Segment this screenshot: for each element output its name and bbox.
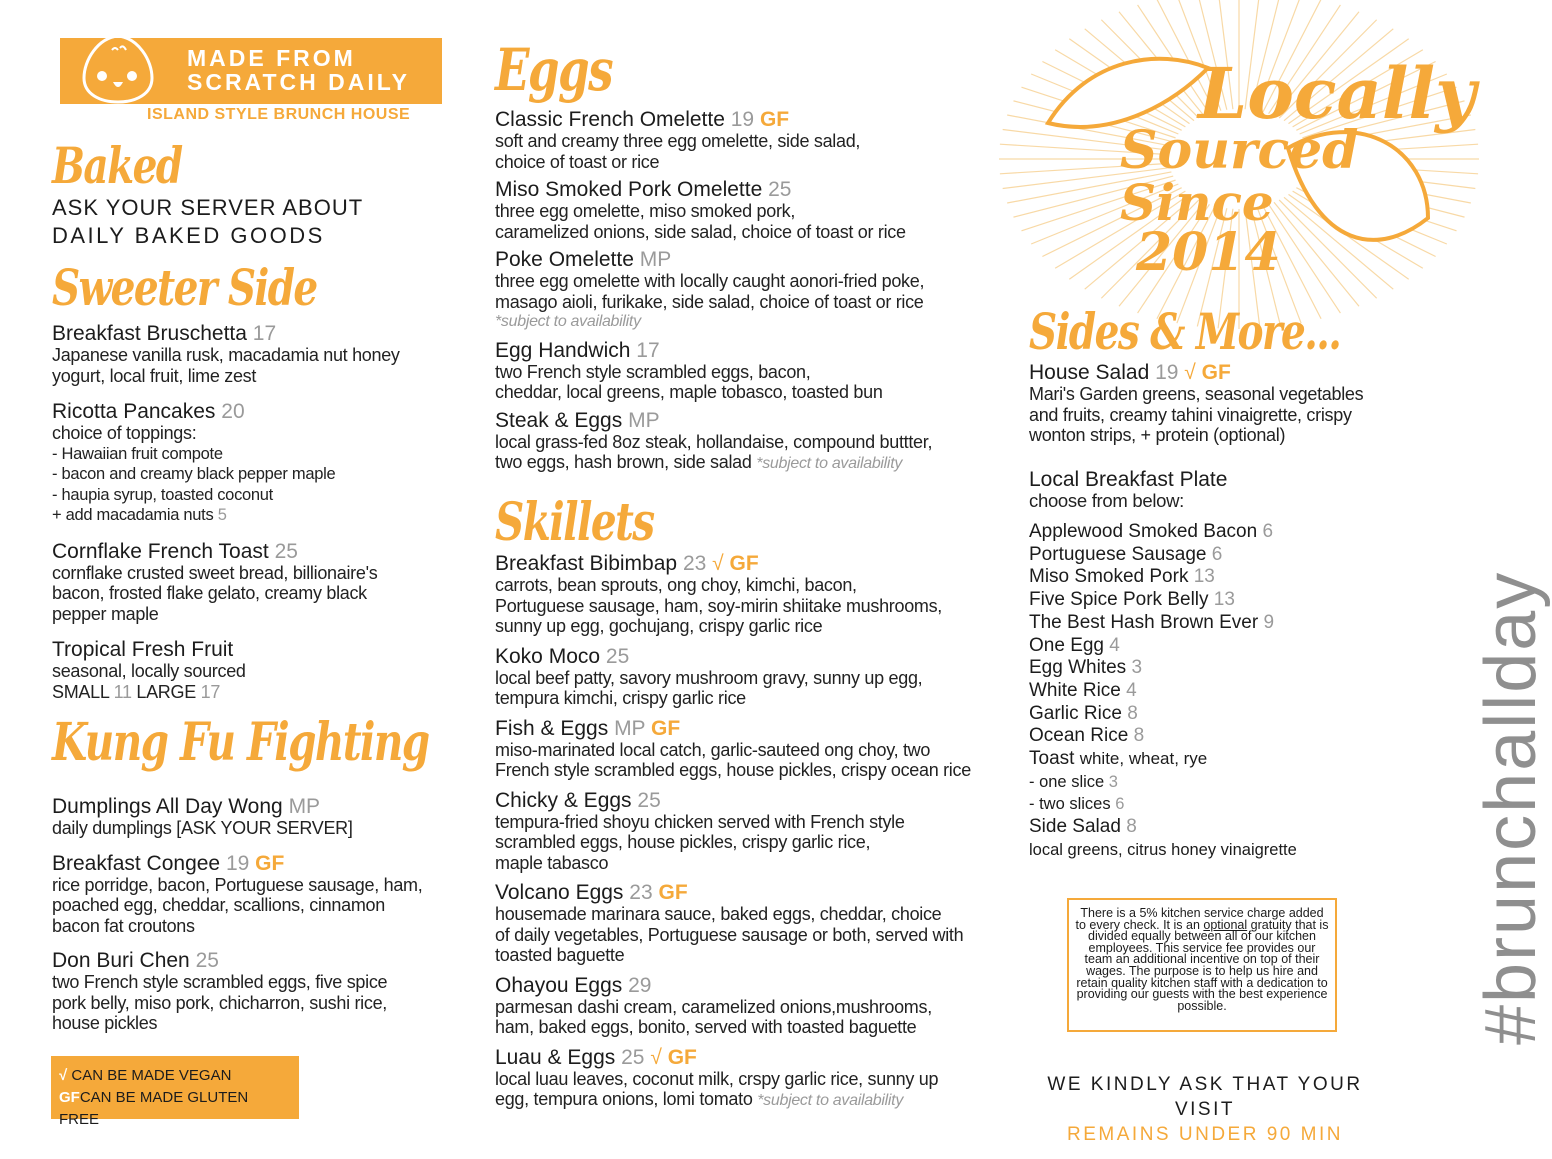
item-header xyxy=(52,541,400,563)
vegan-mark: √ xyxy=(712,552,724,575)
item-name: Breakfast Bibimbap xyxy=(495,552,678,575)
size-price: 17 xyxy=(200,681,221,702)
description-text: carrots, bean sprouts, ong choy, kimchi, bacon, xyxy=(495,575,857,595)
menu-item xyxy=(495,790,971,874)
logo-headline xyxy=(187,46,410,94)
side-price: 8 xyxy=(1127,702,1138,724)
item-description xyxy=(495,292,932,313)
menu-item xyxy=(495,340,932,403)
vegan-mark: √ xyxy=(1184,361,1196,384)
description-text: tempura-fried shoyu chicken served with French style xyxy=(495,811,905,832)
item-description xyxy=(495,131,932,152)
item-description xyxy=(495,832,971,853)
item-description xyxy=(495,452,932,475)
item-description xyxy=(1029,425,1363,446)
menu-item xyxy=(52,401,400,526)
item-name: Ricotta Pancakes xyxy=(52,400,216,423)
side-item xyxy=(1029,771,1297,794)
dumpling-mascot-icon xyxy=(78,30,158,106)
side-item xyxy=(1029,748,1297,771)
description-text: bacon fat croutons xyxy=(52,915,195,936)
item-header xyxy=(495,646,971,668)
item-name: Koko Moco xyxy=(495,644,601,668)
item-header xyxy=(495,1047,971,1069)
baked-note-line: ASK YOUR SERVER ABOUT xyxy=(52,195,364,220)
skillets-heading: Skillets xyxy=(495,492,654,553)
description-text: house pickles xyxy=(52,1013,158,1033)
menu-item xyxy=(495,109,932,172)
description-text: maple tabasco xyxy=(495,852,609,873)
topping-option xyxy=(52,464,400,485)
item-description xyxy=(495,668,971,689)
baked-heading: Baked xyxy=(52,136,182,195)
availability-note: *subject to availability xyxy=(495,313,641,330)
description-text: cornflake crusted sweet bread, billionaire's xyxy=(52,562,378,583)
item-price: 20 xyxy=(221,400,245,423)
item-price: 17 xyxy=(252,322,277,345)
item-price: 25 xyxy=(195,949,219,972)
eggs-heading: Eggs xyxy=(495,36,612,104)
menu-item xyxy=(495,249,932,333)
item-name: Cornflake French Toast xyxy=(52,539,269,563)
description-text: daily dumplings [ASK YOUR SERVER] xyxy=(52,818,353,838)
item-description xyxy=(495,1069,971,1090)
side-item xyxy=(1029,544,1297,567)
menu-item xyxy=(495,646,971,709)
item-description xyxy=(495,1089,971,1112)
side-price: 8 xyxy=(1126,816,1137,838)
item-header xyxy=(52,323,400,345)
description-text: ham, baked eggs, bonito, served with toasted baguette xyxy=(495,1017,917,1037)
description-text: Japanese vanilla rusk, macadamia nut honey xyxy=(52,345,400,365)
badge-since: Since xyxy=(1120,173,1274,232)
item-description xyxy=(495,382,932,403)
item-name: House Salad xyxy=(1029,361,1150,384)
description-text: three egg omelette with locally caught aonori-fried poke, xyxy=(495,271,925,291)
description-text: poached egg, cheddar, scallions, cinnamon xyxy=(52,895,385,915)
logo-tagline: ISLAND STYLE BRUNCH HOUSE xyxy=(147,106,411,123)
item-description xyxy=(1029,384,1363,405)
item-description: choose from below: xyxy=(1029,490,1185,511)
description-text: tempura kimchi, crispy garlic rice xyxy=(495,688,746,708)
item-name: Local Breakfast Plate xyxy=(1029,468,1228,491)
item-header xyxy=(495,975,971,997)
side-price: 13 xyxy=(1213,589,1235,611)
size-options xyxy=(52,682,400,703)
gluten-free-tag: GF xyxy=(658,881,688,904)
side-name: Garlic Rice xyxy=(1029,702,1122,724)
description-text: pepper maple xyxy=(52,603,159,624)
sweeter-side-heading: Sweeter Side xyxy=(52,258,317,317)
item-name: Egg Handwich xyxy=(495,338,631,362)
description-text: two French style scrambled eggs, five spice xyxy=(52,972,388,992)
item-description xyxy=(495,271,932,292)
item-description xyxy=(1029,405,1363,426)
item-description xyxy=(52,916,422,937)
item-header xyxy=(495,410,932,432)
topping-option xyxy=(52,505,400,526)
menu-item xyxy=(495,1047,971,1112)
item-header xyxy=(495,553,971,575)
side-options: white, wheat, rye xyxy=(1079,749,1208,769)
menu-item xyxy=(495,718,971,781)
description-text: local grass-fed 8oz steak, hollandaise, compound buttter, xyxy=(495,431,933,452)
house-salad-block xyxy=(1029,362,1363,466)
description-text: two French style scrambled eggs, bacon, xyxy=(495,361,811,382)
item-price: 17 xyxy=(636,338,660,362)
side-item xyxy=(1029,635,1297,658)
description-text: seasonal, locally sourced xyxy=(52,661,246,681)
item-header xyxy=(52,950,422,972)
item-header xyxy=(52,639,400,661)
item-name: Breakfast Bruschetta xyxy=(52,322,247,345)
item-price: 19 xyxy=(1155,361,1179,384)
hashtag: #brunchallday xyxy=(1471,570,1551,1045)
item-price: 25 xyxy=(637,788,661,812)
badge-year: 2014 xyxy=(1136,222,1281,283)
gluten-free-tag: GF xyxy=(1201,361,1231,384)
side-name: One Egg xyxy=(1029,634,1104,656)
gluten-free-tag: GF xyxy=(729,552,759,575)
description-text: masago aioli, furikake, side salad, choice of toast or rice xyxy=(495,291,924,312)
item-description xyxy=(495,1017,971,1038)
topping-text: - Hawaiian fruit compote xyxy=(52,444,223,463)
side-name: White Rice xyxy=(1029,679,1121,701)
item-name: Steak & Eggs xyxy=(495,408,623,432)
side-item xyxy=(1029,566,1297,589)
menu-item xyxy=(495,410,932,475)
breakfast-plate-block xyxy=(1029,469,1227,512)
sweeter-side-list xyxy=(52,323,400,717)
description-text: parmesan dashi cream, caramelized onions,mushrooms, xyxy=(495,996,932,1017)
size-price: 11 xyxy=(113,681,132,702)
side-item xyxy=(1029,725,1297,748)
logo-line-1: MADE FROM xyxy=(187,45,356,71)
availability-note: *subject to availability xyxy=(756,455,903,472)
item-description xyxy=(52,604,400,625)
menu-item xyxy=(52,541,400,625)
description-text: miso-marinated local catch, garlic-sauteed ong choy, two xyxy=(495,739,931,760)
topping-option xyxy=(52,444,400,465)
logo-line-2: SCRATCH DAILY xyxy=(187,69,411,95)
side-price: 4 xyxy=(1109,634,1120,656)
description-text: two eggs, hash brown, side salad xyxy=(495,452,752,472)
item-header xyxy=(495,109,932,131)
topping-text: + add macadamia nuts xyxy=(52,506,214,524)
item-header xyxy=(495,718,971,740)
item-description xyxy=(495,925,971,946)
description-text: scrambled eggs, house pickles, crispy garlic rice, xyxy=(495,832,871,852)
gluten-free-tag: GF xyxy=(651,716,681,740)
vegan-mark: √ xyxy=(650,1045,662,1069)
item-name: Poke Omelette xyxy=(495,248,634,271)
item-description xyxy=(52,972,422,993)
vegan-symbol: √ xyxy=(59,1067,68,1084)
item-description xyxy=(52,1013,422,1034)
side-name: Miso Smoked Pork xyxy=(1029,566,1189,588)
item-description xyxy=(495,152,932,173)
description-text: bacon, frosted flake gelato, creamy black xyxy=(52,583,367,603)
side-item xyxy=(1029,589,1297,612)
description-text: yogurt, local fruit, lime zest xyxy=(52,365,257,386)
menu-item xyxy=(52,639,400,702)
gluten-free-tag: GF xyxy=(255,851,285,875)
item-header xyxy=(495,790,971,812)
item-description xyxy=(495,740,971,761)
side-name: Five Spice Pork Belly xyxy=(1029,589,1209,611)
skillets-list xyxy=(495,553,971,1121)
menu-item xyxy=(52,950,422,1034)
item-description xyxy=(52,993,422,1014)
side-item xyxy=(1029,680,1297,703)
item-header xyxy=(495,340,932,362)
side-name: - two slices xyxy=(1029,795,1111,814)
item-name: Tropical Fresh Fruit xyxy=(52,638,234,661)
description-text: pork belly, miso pork, chicharron, sushi rice, xyxy=(52,992,387,1013)
topping-price: 5 xyxy=(217,506,227,524)
item-description xyxy=(495,201,932,222)
item-description xyxy=(495,853,971,874)
visit-line-2: REMAINS UNDER 90 MIN xyxy=(1067,1124,1343,1145)
menu-item xyxy=(495,882,971,966)
dietary-legend xyxy=(51,1056,299,1128)
item-description xyxy=(495,616,971,637)
item-price: MP xyxy=(614,716,646,740)
item-name: Fish & Eggs xyxy=(495,716,609,740)
item-description xyxy=(495,997,971,1018)
item-description xyxy=(495,904,971,925)
badge-locally: Locally xyxy=(1198,52,1476,135)
visit-time-note xyxy=(1030,1072,1380,1147)
side-name: Applewood Smoked Bacon xyxy=(1029,521,1258,542)
gluten-free-tag: GF xyxy=(667,1045,697,1069)
side-item xyxy=(1029,657,1297,680)
notice-text: There is a 5% kitchen service charge added to every check. It is an xyxy=(1075,906,1324,932)
side-item xyxy=(1029,839,1297,862)
topping-text: - bacon and creamy black pepper maple xyxy=(52,465,336,483)
item-description xyxy=(495,432,932,453)
side-item xyxy=(1029,521,1297,544)
gluten-free-label: CAN BE MADE GLUTEN FREE xyxy=(59,1089,249,1128)
item-name: Classic French Omelette xyxy=(495,108,725,131)
item-description xyxy=(52,875,422,896)
leaf-icon xyxy=(1048,59,1208,127)
item-description xyxy=(52,563,400,584)
side-price: 6 xyxy=(1262,521,1274,542)
item-name: Don Buri Chen xyxy=(52,949,190,972)
side-price: 4 xyxy=(1126,679,1137,701)
side-name: - one slice xyxy=(1029,772,1105,791)
item-description xyxy=(52,423,400,444)
side-price: 3 xyxy=(1108,772,1118,791)
topping-text: - haupia syrup, toasted coconut xyxy=(52,485,273,504)
item-price: MP xyxy=(628,408,660,432)
description-text: three egg omelette, miso smoked pork, xyxy=(495,201,796,221)
item-description xyxy=(495,362,932,383)
item-header xyxy=(495,882,971,904)
baked-note-line: DAILY BAKED GOODS xyxy=(52,223,325,248)
description-text: caramelized onions, side salad, choice of toast or rice xyxy=(495,221,906,242)
item-header xyxy=(52,796,422,818)
menu-item xyxy=(495,553,971,637)
item-header xyxy=(52,853,422,875)
item-header xyxy=(1029,362,1363,384)
item-price: 19 xyxy=(225,851,250,875)
side-name: Side Salad xyxy=(1029,816,1121,838)
menu-item xyxy=(495,975,971,1038)
description-text: egg, tempura onions, lomi tomato xyxy=(495,1089,753,1109)
item-name: Dumplings All Day Wong xyxy=(52,795,283,818)
sides-heading: Sides & More... xyxy=(1029,302,1341,361)
item-description xyxy=(52,895,422,916)
menu-item xyxy=(52,796,422,839)
item-description xyxy=(495,688,971,709)
item-name: Volcano Eggs xyxy=(495,881,624,904)
badge-sourced: Sourced xyxy=(1120,120,1359,181)
logo-banner xyxy=(60,38,442,104)
menu-item xyxy=(52,323,400,386)
notice-text: gratuity that is divided equally between all of our kitchen employees. This service fee provides our team an additional incentive on top of their wages. The purpose is to help us hire and retain quality kitchen staff with a dedication to providing our guests with the best experience possible. xyxy=(1076,917,1329,1013)
side-price: 8 xyxy=(1133,725,1145,747)
item-price: 23 xyxy=(629,881,653,904)
item-price: MP xyxy=(639,248,672,271)
description-text: wonton strips, + protein (optional) xyxy=(1029,425,1286,445)
eggs-list xyxy=(495,109,932,482)
item-header xyxy=(495,179,932,201)
sides-list xyxy=(1029,521,1297,862)
description-text: choice of toast or rice xyxy=(495,151,660,172)
description-text: French style scrambled eggs, house pickles, crispy ocean rice xyxy=(495,760,971,780)
service-charge-notice xyxy=(1067,898,1337,1032)
item-description xyxy=(495,760,971,781)
item-name: Luau & Eggs xyxy=(495,1045,616,1069)
item-name: Ohayou Eggs xyxy=(495,973,623,997)
description-text: housemade marinara sauce, baked eggs, cheddar, choice xyxy=(495,904,942,924)
kung-fu-heading: Kung Fu Fighting xyxy=(52,712,429,773)
kung-fu-list xyxy=(52,796,422,1048)
item-description xyxy=(52,818,422,839)
description-text: choice of toppings: xyxy=(52,423,197,443)
item-description xyxy=(495,812,971,833)
notice-emphasis: optional xyxy=(1203,917,1248,932)
side-price: 6 xyxy=(1115,795,1125,814)
side-item xyxy=(1029,703,1297,726)
item-price: 25 xyxy=(605,644,630,668)
item-price: 25 xyxy=(621,1045,645,1069)
item-price: 29 xyxy=(628,973,652,997)
description-text: local luau leaves, coconut milk, crspy garlic rice, sunny up xyxy=(495,1068,939,1089)
side-name: local greens, citrus honey vinaigrette xyxy=(1029,840,1297,859)
item-header xyxy=(52,401,400,423)
menu-item xyxy=(495,179,932,242)
side-item xyxy=(1029,816,1297,839)
locally-sourced-badge xyxy=(1028,28,1476,290)
description-text: cheddar, local greens, maple tobasco, toasted bun xyxy=(495,382,883,402)
description-text: sunny up egg, gochujang, crispy garlic rice xyxy=(495,616,823,636)
item-name: Chicky & Eggs xyxy=(495,788,632,812)
size-label: LARGE xyxy=(136,681,196,702)
description-text: and fruits, creamy tahini vinaigrette, crispy xyxy=(1029,404,1352,425)
item-header xyxy=(495,249,932,271)
gluten-free-symbol: GF xyxy=(59,1089,80,1106)
item-description xyxy=(52,366,400,387)
item-description xyxy=(495,222,932,243)
item-description xyxy=(495,575,971,596)
side-price: 3 xyxy=(1131,657,1143,679)
item-price: 25 xyxy=(768,178,792,201)
side-name: Toast xyxy=(1029,748,1075,770)
availability-note: *subject to availability xyxy=(757,1092,904,1109)
side-name: The Best Hash Brown Ever xyxy=(1029,611,1259,633)
side-item xyxy=(1029,612,1297,635)
item-price: 25 xyxy=(274,539,298,563)
vegan-label: CAN BE MADE VEGAN xyxy=(71,1067,232,1084)
description-text: of daily vegetables, Portuguese sausage or both, served with xyxy=(495,924,964,945)
item-description xyxy=(52,345,400,366)
side-price: 13 xyxy=(1193,566,1215,588)
description-text: toasted baguette xyxy=(495,945,625,965)
description-text: rice porridge, bacon, Portuguese sausage, ham, xyxy=(52,874,423,895)
side-name: Portuguese Sausage xyxy=(1029,543,1207,565)
side-price: 9 xyxy=(1263,611,1275,633)
item-description xyxy=(52,661,400,682)
topping-option xyxy=(52,485,400,506)
menu-item xyxy=(1029,362,1363,446)
item-price: 23 xyxy=(682,552,707,575)
item-name: Miso Smoked Pork Omelette xyxy=(495,178,763,201)
baked-note xyxy=(52,194,363,250)
item-name: Breakfast Congee xyxy=(52,851,221,875)
description-text: Portuguese sausage, ham, soy-mirin shiitake mushrooms, xyxy=(495,595,943,616)
gluten-free-tag: GF xyxy=(759,108,790,131)
description-text: soft and creamy three egg omelette, side salad, xyxy=(495,131,861,151)
visit-line-1: WE KINDLY ASK THAT YOUR VISIT xyxy=(1047,1074,1363,1120)
side-item xyxy=(1029,793,1297,816)
side-price: 6 xyxy=(1211,543,1223,565)
item-price: MP xyxy=(288,795,321,818)
item-description xyxy=(495,945,971,966)
item-price: 19 xyxy=(730,108,755,131)
description-text: local beef patty, savory mushroom gravy, sunny up egg, xyxy=(495,667,923,688)
item-description xyxy=(495,596,971,617)
side-name: Egg Whites xyxy=(1029,657,1127,679)
description-text: Mari's Garden greens, seasonal vegetables xyxy=(1029,384,1364,404)
item-description xyxy=(52,583,400,604)
side-name: Ocean Rice xyxy=(1029,725,1129,747)
size-label: SMALL xyxy=(52,681,109,702)
menu-item xyxy=(52,853,422,937)
